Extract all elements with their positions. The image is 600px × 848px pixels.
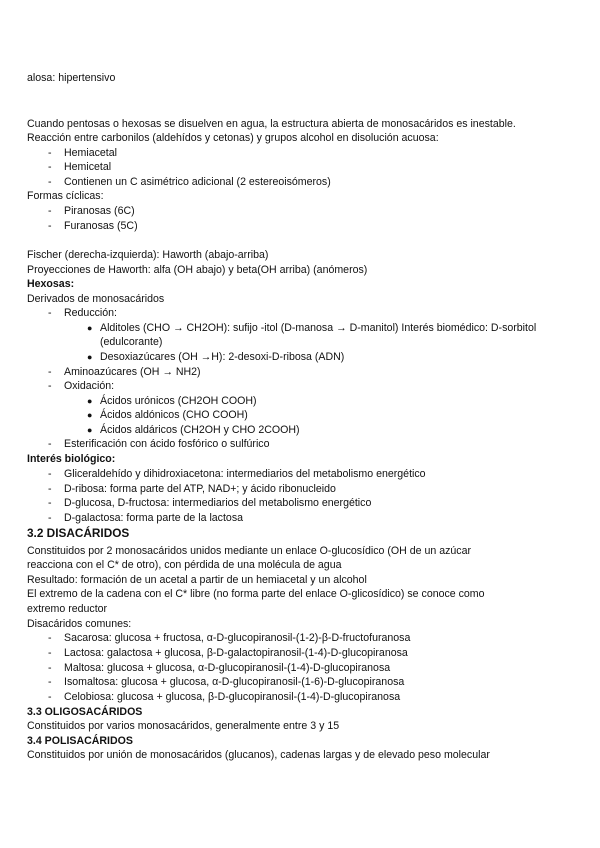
dash-marker: - bbox=[48, 307, 52, 319]
text-line: Resultado: formación de un acetal a partir de un hemiacetal y un alcohol bbox=[27, 574, 367, 586]
dash-marker: - bbox=[48, 205, 52, 217]
bullet-marker: ● bbox=[87, 410, 93, 420]
dash-marker: - bbox=[48, 380, 52, 392]
text-line: Disacáridos comunes: bbox=[27, 618, 132, 630]
section-heading: 3.3 OLIGOSACÁRIDOS bbox=[27, 706, 143, 718]
dash-marker: - bbox=[48, 483, 52, 495]
text-line: Reacción entre carbonilos (aldehídos y cetonas) y grupos alcohol en disolución acuosa: bbox=[27, 132, 439, 144]
text-line: Constituidos por varios monosacáridos, generalmente entre 3 y 15 bbox=[27, 720, 340, 732]
section-label: Hexosas: bbox=[27, 278, 75, 290]
list-item: Maltosa: glucosa + glucosa, α-D-glucopiranosil-(1-4)-D-glucopiranosa bbox=[64, 662, 391, 674]
list-item: Reducción: bbox=[64, 307, 117, 319]
bullet-marker: ● bbox=[87, 352, 93, 362]
text-line: extremo reductor bbox=[27, 603, 108, 615]
bullet-marker: ● bbox=[87, 323, 93, 333]
list-item: Esterificación con ácido fosfórico o sulfúrico bbox=[64, 438, 270, 450]
dash-marker: - bbox=[48, 691, 52, 703]
text-line: El extremo de la cadena con el C* libre (no forma parte del enlace O-glicosídico) se conoce como bbox=[27, 588, 485, 600]
dash-marker: - bbox=[48, 220, 52, 232]
dash-marker: - bbox=[48, 676, 52, 688]
list-item: Celobiosa: glucosa + glucosa, β-D-glucopiranosil-(1-4)-D-glucopiranosa bbox=[64, 691, 401, 703]
list-item: Sacarosa: glucosa + fructosa, α-D-glucopiranosil-(1-2)-β-D-fructofuranosa bbox=[64, 632, 411, 644]
dash-marker: - bbox=[48, 497, 52, 509]
dash-marker: - bbox=[48, 662, 52, 674]
dash-marker: - bbox=[48, 632, 52, 644]
bullet-marker: ● bbox=[87, 425, 93, 435]
dash-marker: - bbox=[48, 161, 52, 173]
list-item: Piranosas (6C) bbox=[64, 205, 135, 217]
text-line: Constituidos por 2 monosacáridos unidos mediante un enlace O-glucosídico (OH de un azúcar bbox=[27, 545, 472, 557]
section-heading: 3.4 POLISACÁRIDOS bbox=[27, 735, 133, 747]
sublist-item: Desoxiazúcares (OH →H): 2-desoxi-D-ribosa (ADN) bbox=[100, 351, 345, 363]
text-line: Derivados de monosacáridos bbox=[27, 293, 165, 305]
dash-marker: - bbox=[48, 366, 52, 378]
list-item: Gliceraldehído y dihidroxiacetona: intermediarios del metabolismo energético bbox=[64, 468, 426, 480]
list-item: D-galactosa: forma parte de la lactosa bbox=[64, 512, 244, 524]
text-line: Constituidos por unión de monosacáridos (glucanos), cadenas largas y de elevado peso molecular bbox=[27, 749, 490, 761]
list-item: D-ribosa: forma parte del ATP, NAD+; y ácido ribonucleido bbox=[64, 483, 336, 495]
text-line: Formas cíclicas: bbox=[27, 190, 104, 202]
dash-marker: - bbox=[48, 468, 52, 480]
list-item: Furanosas (5C) bbox=[64, 220, 138, 232]
list-item: Hemiacetal bbox=[64, 147, 117, 159]
list-item: Hemicetal bbox=[64, 161, 112, 173]
text-line: reacciona con el C* de otro), con pérdida de una molécula de agua bbox=[27, 559, 342, 571]
sublist-item-continuation: (edulcorante) bbox=[100, 336, 163, 348]
list-item: Lactosa: galactosa + glucosa, β-D-galactopiranosil-(1-4)-D-glucopiranosa bbox=[64, 647, 408, 659]
sublist-item: Ácidos urónicos (CH2OH COOH) bbox=[100, 395, 257, 407]
text-line: Proyecciones de Haworth: alfa (OH abajo) y beta(OH arriba) (anómeros) bbox=[27, 264, 368, 276]
list-item: Oxidación: bbox=[64, 380, 115, 392]
list-item: Aminoazúcares (OH → NH2) bbox=[64, 366, 201, 378]
dash-marker: - bbox=[48, 438, 52, 450]
text-line: alosa: hipertensivo bbox=[27, 72, 116, 84]
sublist-item: Ácidos aldónicos (CHO COOH) bbox=[100, 409, 248, 421]
dash-marker: - bbox=[48, 147, 52, 159]
bullet-marker: ● bbox=[87, 396, 93, 406]
list-item: Contienen un C asimétrico adicional (2 estereoisómeros) bbox=[64, 176, 331, 188]
dash-marker: - bbox=[48, 647, 52, 659]
section-label: Interés biológico: bbox=[27, 453, 116, 465]
text-line: Fischer (derecha-izquierda): Haworth (abajo-arriba) bbox=[27, 249, 269, 261]
list-item: Isomaltosa: glucosa + glucosa, α-D-glucopiranosil-(1-6)-D-glucopiranosa bbox=[64, 676, 405, 688]
text-line: Cuando pentosas o hexosas se disuelven en agua, la estructura abierta de monosacáridos es inestable. bbox=[27, 118, 516, 130]
dash-marker: - bbox=[48, 512, 52, 524]
list-item: D-glucosa, D-fructosa: intermediarios del metabolismo energético bbox=[64, 497, 372, 509]
sublist-item: Ácidos aldáricos (CH2OH y CHO 2COOH) bbox=[100, 424, 300, 436]
sublist-item: Alditoles (CHO → CH2OH): sufijo -itol (D-manosa → D-manitol) Interés biomédico: D-sorbitol bbox=[100, 322, 537, 334]
section-heading: 3.2 DISACÁRIDOS bbox=[27, 526, 130, 540]
dash-marker: - bbox=[48, 176, 52, 188]
